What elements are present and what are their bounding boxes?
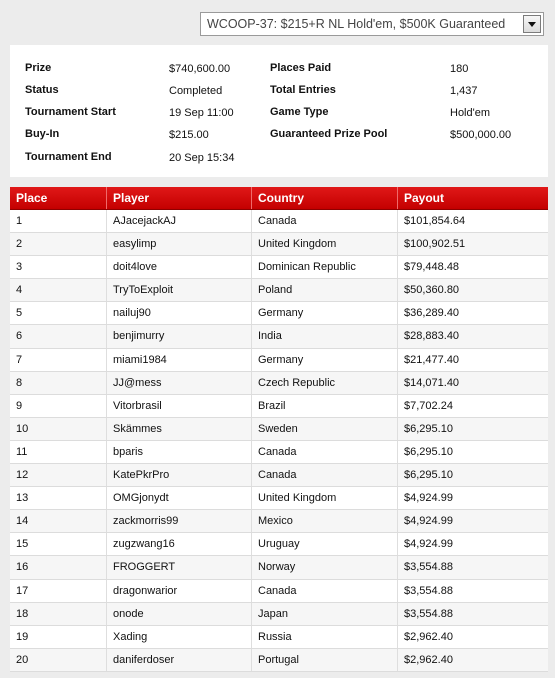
place-cell: 13 [10, 487, 107, 509]
payout-cell: $2,962.40 [404, 653, 453, 666]
player-cell: bparis [107, 441, 252, 463]
country-cell: Germany [252, 349, 398, 371]
country-cell: Canada [252, 441, 398, 463]
place-cell: 3 [10, 256, 107, 278]
table-row[interactable] [10, 418, 548, 441]
payout-cell: $4,924.99 [404, 538, 453, 551]
table-row[interactable] [10, 603, 548, 626]
table-row[interactable] [10, 233, 548, 256]
country-cell: Norway [252, 556, 398, 578]
player-cell: benjimurry [107, 325, 252, 347]
total-entries-value: 1,437 [450, 85, 478, 97]
table-row[interactable] [10, 372, 548, 395]
payout-cell: $79,448.48 [404, 261, 460, 274]
country-cell: Uruguay [252, 533, 398, 555]
place-cell: 1 [10, 210, 107, 232]
table-row[interactable] [10, 441, 548, 464]
guaranteed-prize-pool-label: Guaranteed Prize Pool [270, 128, 388, 140]
player-cell: FROGGERT [107, 556, 252, 578]
places-paid-label: Places Paid [270, 62, 332, 74]
place-cell: 2 [10, 233, 107, 255]
table-row[interactable] [10, 487, 548, 510]
place-cell: 15 [10, 533, 107, 555]
player-cell: AJacejackAJ [107, 210, 252, 232]
player-cell: easylimp [107, 233, 252, 255]
player-cell: doit4love [107, 256, 252, 278]
place-cell: 7 [10, 349, 107, 371]
table-body [10, 210, 548, 672]
payout-cell: $14,071.40 [404, 376, 460, 389]
table-row[interactable] [10, 349, 548, 372]
table-row[interactable] [10, 649, 548, 672]
place-cell: 9 [10, 395, 107, 417]
payout-cell: $7,702.24 [404, 399, 453, 412]
country-cell: India [252, 325, 398, 347]
player-cell: zugzwang16 [107, 533, 252, 555]
payout-cell: $3,554.88 [404, 584, 453, 597]
payout-cell: $101,854.64 [404, 215, 466, 227]
column-header-country[interactable]: Country [252, 187, 398, 209]
table-row[interactable] [10, 626, 548, 649]
country-cell: Brazil [252, 395, 398, 417]
payout-cell: $4,924.99 [404, 515, 453, 528]
country-cell: Japan [252, 603, 398, 625]
status-value: Completed [169, 85, 223, 97]
place-cell: 11 [10, 441, 107, 463]
tournament-start-value: 19 Sep 11:00 [169, 107, 234, 119]
payout-cell: $36,289.40 [404, 307, 460, 320]
player-cell: Skämmes [107, 418, 252, 440]
player-cell: dragonwarior [107, 580, 252, 602]
place-cell: 19 [10, 626, 107, 648]
table-row[interactable] [10, 302, 548, 325]
chevron-down-icon [528, 22, 536, 27]
place-cell: 6 [10, 325, 107, 347]
payout-cell: $3,554.88 [404, 561, 453, 574]
buyin-value: $215.00 [169, 129, 209, 141]
place-cell: 8 [10, 372, 107, 394]
player-cell: Vitorbrasil [107, 395, 252, 417]
tournament-start-label: Tournament Start [25, 106, 116, 118]
game-type-value: Hold'em [450, 107, 491, 119]
payout-cell: $21,477.40 [404, 353, 460, 366]
place-cell: 12 [10, 464, 107, 486]
country-cell: United Kingdom [252, 233, 398, 255]
payout-cell: $4,924.99 [404, 492, 453, 505]
tournament-end-value: 20 Sep 15:34 [169, 152, 235, 164]
payout-cell: $2,962.40 [404, 630, 453, 643]
place-cell: 18 [10, 603, 107, 625]
player-cell: nailuj90 [107, 302, 252, 324]
prize-label: Prize [25, 62, 52, 74]
country-cell: Dominican Republic [252, 256, 398, 278]
country-cell: United Kingdom [252, 487, 398, 509]
prize-value: $740,600.00 [169, 63, 231, 75]
payout-cell: $3,554.88 [404, 607, 453, 620]
country-cell: Sweden [252, 418, 398, 440]
table-header [10, 187, 548, 210]
country-cell: Germany [252, 302, 398, 324]
country-cell: Canada [252, 210, 398, 232]
place-cell: 16 [10, 556, 107, 578]
player-cell: zackmorris99 [107, 510, 252, 532]
payout-cell: $6,295.10 [404, 445, 453, 458]
buyin-label: Buy-In [25, 128, 60, 140]
table-row[interactable] [10, 556, 548, 579]
total-entries-label: Total Entries [270, 84, 336, 96]
column-header-player[interactable]: Player [107, 187, 252, 209]
tournament-select[interactable] [200, 12, 544, 36]
tournament-info-panel [10, 45, 548, 177]
table-row[interactable] [10, 510, 548, 533]
results-table [10, 187, 548, 672]
table-row[interactable] [10, 580, 548, 603]
country-cell: Portugal [252, 649, 398, 671]
table-row[interactable] [10, 210, 548, 233]
player-cell: Xading [107, 626, 252, 648]
place-cell: 5 [10, 302, 107, 324]
table-row[interactable] [10, 533, 548, 556]
guaranteed-prize-pool-value: $500,000.00 [450, 129, 512, 141]
player-cell: KatePkrPro [107, 464, 252, 486]
table-row[interactable] [10, 395, 548, 418]
payout-cell: $50,360.80 [404, 284, 460, 297]
country-cell: Canada [252, 580, 398, 602]
tournament-select-value: WCOOP-37: $215+R NL Hold'em, $500K Guaranteed [207, 17, 506, 31]
tournament-end-label: Tournament End [25, 151, 112, 163]
table-row[interactable] [10, 325, 548, 348]
player-cell: TryToExploit [107, 279, 252, 301]
column-header-payout[interactable]: Payout [404, 191, 445, 205]
player-cell: JJ@mess [107, 372, 252, 394]
country-cell: Mexico [252, 510, 398, 532]
column-header-place[interactable]: Place [10, 187, 107, 209]
player-cell: onode [107, 603, 252, 625]
payout-cell: $28,883.40 [404, 330, 460, 343]
country-cell: Canada [252, 464, 398, 486]
table-row[interactable] [10, 279, 548, 302]
dropdown-button[interactable] [523, 15, 541, 33]
place-cell: 17 [10, 580, 107, 602]
player-cell: daniferdoser [107, 649, 252, 671]
status-label: Status [25, 84, 59, 96]
payout-cell: $100,902.51 [404, 238, 466, 251]
country-cell: Poland [252, 279, 398, 301]
game-type-label: Game Type [270, 106, 329, 118]
place-cell: 10 [10, 418, 107, 440]
payout-cell: $6,295.10 [404, 469, 453, 482]
player-cell: OMGjonydt [107, 487, 252, 509]
place-cell: 4 [10, 279, 107, 301]
player-cell: miami1984 [107, 349, 252, 371]
country-cell: Czech Republic [252, 372, 398, 394]
country-cell: Russia [252, 626, 398, 648]
table-row[interactable] [10, 256, 548, 279]
place-cell: 14 [10, 510, 107, 532]
payout-cell: $6,295.10 [404, 422, 453, 435]
places-paid-value: 180 [450, 63, 469, 75]
table-row[interactable] [10, 464, 548, 487]
place-cell: 20 [10, 649, 107, 671]
